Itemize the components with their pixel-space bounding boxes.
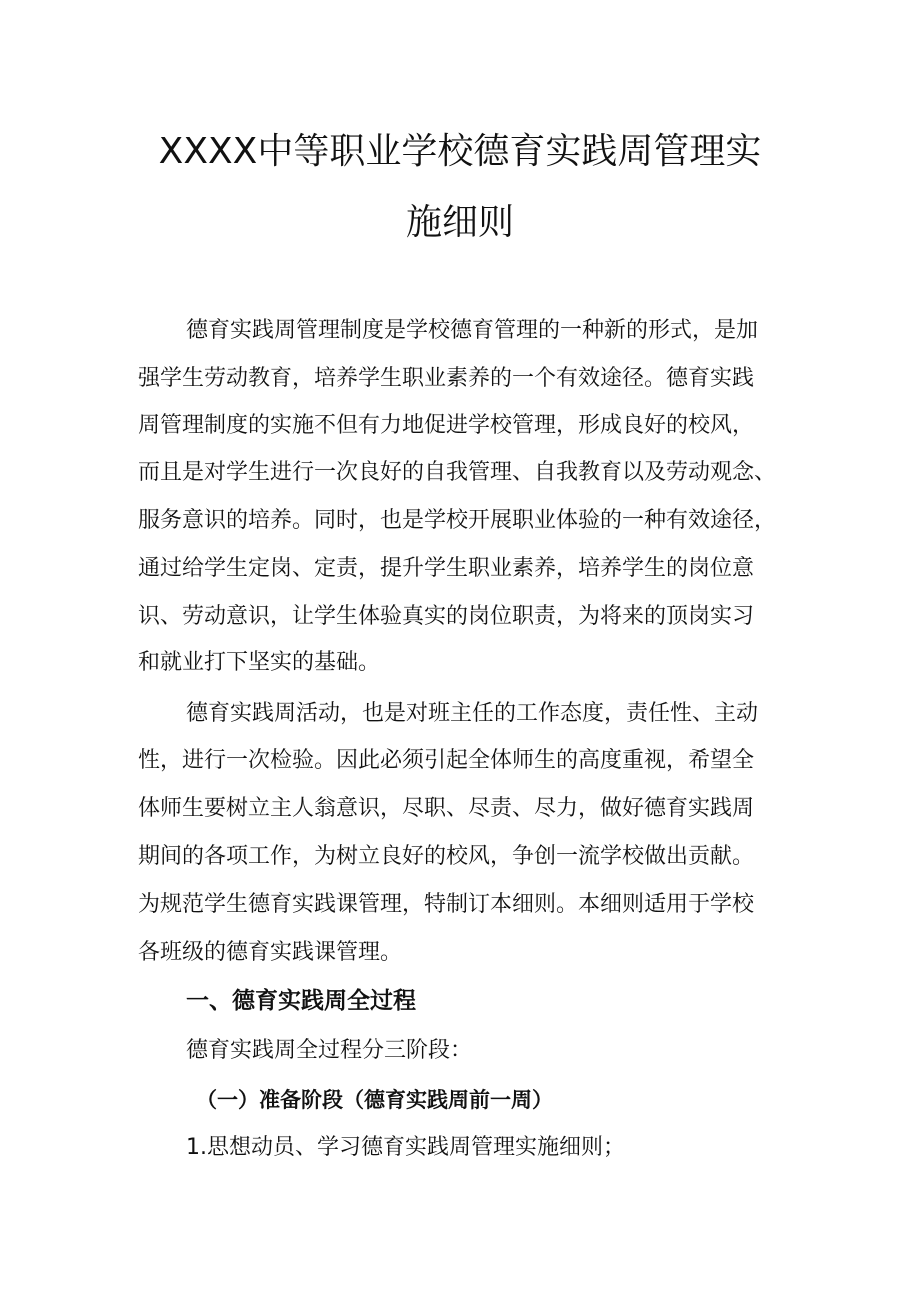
list-item-1: 1.思想动员、学习德育实践周管理实施细则；	[186, 1135, 625, 1160]
subsection-1-heading: （一）准备阶段（德育实践周前一周）	[196, 1088, 553, 1112]
paragraph-2-line-5: 为规范学生德育实践课管理，特制订本细则。本细则适用于学校	[138, 892, 755, 917]
paragraph-1-line-2: 强学生劳动教育，培养学生职业素养的一个有效途径。德育实践	[138, 366, 755, 391]
section-1-heading: 一、德育实践周全过程	[186, 988, 416, 1014]
paragraph-1-line-1: 德育实践周管理制度是学校德育管理的一种新的形式，是加	[186, 318, 759, 343]
paragraph-1-line-8: 和就业打下坚实的基础。	[138, 650, 381, 675]
paragraph-1-line-3: 周管理制度的实施不但有力地促进学校管理，形成良好的校风，	[138, 413, 755, 438]
document-title-line-1: XXXX中等职业学校德育实践周管理实	[158, 131, 762, 172]
paragraph-1-line-5: 服务意识的培养。同时，也是学校开展职业体验的一种有效途径，	[138, 508, 777, 533]
paragraph-1-line-7: 识、劳动意识，让学生体验真实的岗位职责，为将来的顶岗实习	[138, 604, 755, 629]
paragraph-1-line-6: 通过给学生定岗、定责，提升学生职业素养，培养学生的岗位意	[138, 556, 755, 581]
paragraph-1-line-4: 而且是对学生进行一次良好的自我管理、自我教育以及劳动观念、	[138, 460, 777, 485]
paragraph-2-line-3: 体师生要树立主人翁意识，尽职、尽责、尽力，做好德育实践周	[138, 796, 755, 821]
paragraph-2-line-6: 各班级的德育实践课管理。	[138, 940, 403, 965]
paragraph-2-line-4: 期间的各项工作，为树立良好的校风，争创一流学校做出贡献。	[138, 844, 755, 869]
document-title-line-2: 施细则	[405, 202, 514, 243]
section-1-intro: 德育实践周全过程分三阶段：	[186, 1038, 473, 1063]
paragraph-2-line-2: 性，进行一次检验。因此必须引起全体师生的高度重视，希望全	[138, 748, 755, 773]
paragraph-2-line-1: 德育实践周活动，也是对班主任的工作态度，责任性、主动	[186, 701, 759, 726]
